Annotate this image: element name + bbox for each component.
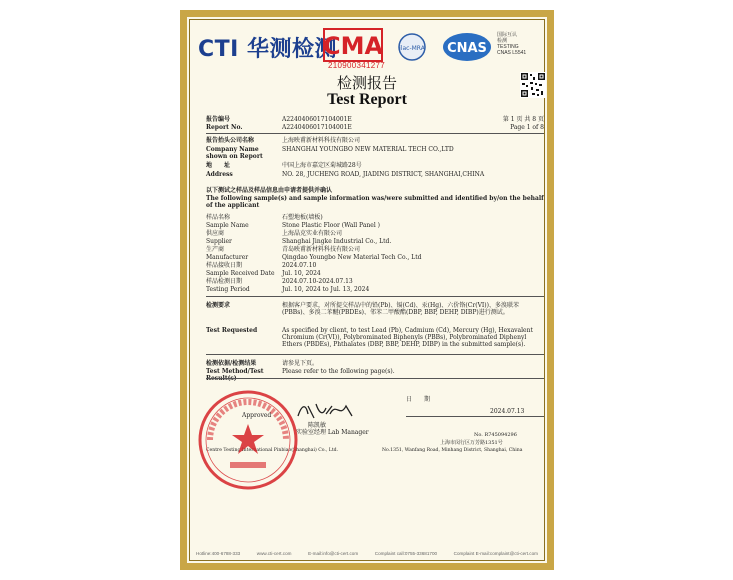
date-label: 日 期 <box>406 396 431 403</box>
sample-name-label-en: Sample Name <box>206 222 249 229</box>
cnas-logo <box>441 30 493 64</box>
footer-email[interactable]: E-mail:info@cti-cert.com <box>308 551 359 556</box>
date-underline <box>406 416 544 417</box>
footer <box>196 551 538 556</box>
received-date-en: Jul. 10, 2024 <box>282 270 321 277</box>
company-name-cn: 上海映甫新材料科技有限公司 <box>282 137 361 144</box>
address-label-cn: 地 址 <box>206 162 231 169</box>
approved-label: Approved <box>242 412 272 419</box>
address-label-en: Address <box>206 171 233 178</box>
manufacturer-en: Qingdao Youngbo New Material Tech Co., Ltd <box>282 254 422 261</box>
sample-name-en: Stone Plastic Floor (Wall Panel ) <box>282 222 380 229</box>
report-serial: No. R745094296 <box>474 432 517 438</box>
certificate-page <box>189 19 545 561</box>
cma-mark: CMA <box>323 32 383 60</box>
sample-name-label-cn: 样品名称 <box>206 214 231 221</box>
divider <box>206 378 544 379</box>
manufacturer-cn: 青岛映甫新材料科技有限公司 <box>282 246 361 253</box>
signer-name: 陈凯敏 <box>308 422 327 429</box>
signer-role: 实验室经理 Lab Manager <box>296 429 369 436</box>
lab-company-en: Centre Testing International Pinbiao(Shanghai) Co., Ltd. <box>206 448 339 453</box>
supplier-label-cn: 供应商 <box>206 230 225 237</box>
footer-complaint-email[interactable]: Complaint E-mail:complaint@cti-cert.com <box>453 551 538 556</box>
report-number: A2240406017104001E <box>282 116 352 123</box>
report-date: 2024.07.13 <box>490 408 525 415</box>
company-label-cn: 报告抬头公司名称 <box>206 137 255 144</box>
test-result-en: Please refer to the following page(s). <box>282 368 395 375</box>
lab-address-en: No.1351, Wanfang Road, Minhang District, Shanghai, China <box>382 448 523 453</box>
manufacturer-label-cn: 生产商 <box>206 246 225 253</box>
cti-logo: CTI 华测检测 <box>198 37 337 62</box>
company-name-en: SHANGHAI YOUNGBO NEW MATERIAL TECH CO.,LTD <box>282 146 454 153</box>
report-number-label-cn: 报告编号 <box>206 116 231 123</box>
page-number-en: Page 1 of 8 <box>510 124 544 131</box>
certificate-frame <box>180 10 554 570</box>
test-result-label-cn: 检测依据/检测结果 <box>206 360 257 367</box>
received-date-label-en: Sample Received Date <box>206 270 275 277</box>
lab-address-cn: 上海市闵行区万芳路1351号 <box>440 440 503 446</box>
title-english: Test Report <box>327 91 407 108</box>
cma-number: 210900341277 <box>328 61 385 70</box>
testing-period-cn: 2024.07.10-2024.07.13 <box>282 278 353 285</box>
page-number-cn: 第 1 页 共 8 页 <box>502 116 544 123</box>
test-requested-cn: 根据客户要求，对所提交样品中的铅(Pb)、镉(Cd)、汞(Hg)、六价铬(Cr(VI))、多溴联苯(PBBs)、多溴二苯醚(PBDEs)、邻苯二甲酸酯(DBP, BBP, DEHP, DIBP)进行测试。 <box>282 302 519 316</box>
manufacturer-label-en: Manufacturer <box>206 254 249 261</box>
testing-period-en: Jul. 10, 2024 to Jul. 13, 2024 <box>282 286 370 293</box>
title-chinese: 检测报告 <box>336 74 397 92</box>
sample-heading-en: The following sample(s) and sample information was/were submitted and identified by/on the behalf of the applicant <box>206 195 544 209</box>
sample-heading-cn: 以下测试之样品及样品信息由申请者提供并确认 <box>206 187 333 194</box>
supplier-cn: 上海晶克实业有限公司 <box>282 230 343 237</box>
received-date-cn: 2024.07.10 <box>282 262 317 269</box>
test-requested-en: As specified by client, to test Lead (Pb), Cadmium (Cd), Mercury (Hg), Hexavalent Chromium (Cr(VI)), Polybrominated Biphenyls (PBBs), Polybrominated Diphenyl Ethers (PBDEs), Phthalates (DBP, BBP, DEHP, DIBP) in the submitted sample(s). <box>282 327 533 348</box>
testing-period-label-en: Testing Period <box>206 286 250 293</box>
cnas-mark: CNAS <box>447 41 487 56</box>
company-label-en: Company Name shown on Report <box>206 146 263 160</box>
cnas-accreditation-text: 国际互认 检测 TESTING CNAS L5541 <box>497 32 527 56</box>
supplier-en: Shanghai Jingke Industrial Co., Ltd. <box>282 238 392 245</box>
address-en: NO. 28, JUCHENG ROAD, JIADING DISTRICT, SHANGHAI,CHINA <box>282 171 485 178</box>
sample-name-cn: 石塑地板(墙板) <box>282 214 323 221</box>
cma-logo <box>323 28 383 62</box>
divider <box>206 354 544 355</box>
divider <box>206 133 544 134</box>
report-number-en: A2240406017104001E <box>282 124 352 131</box>
test-result-cn: 请参见下页。 <box>282 360 319 367</box>
testing-period-label-cn: 样品检测日期 <box>206 278 243 285</box>
divider <box>206 296 544 297</box>
footer-hotline: Hotline:400-6788-333 <box>196 551 241 556</box>
footer-complaint-call: Complaint call:0755-33681700 <box>374 551 438 556</box>
supplier-label-en: Supplier <box>206 238 232 245</box>
ilac-mra-logo <box>393 32 431 62</box>
test-requested-label-cn: 检测要求 <box>206 302 231 309</box>
ilac-mark: ilac-MRA <box>399 45 425 52</box>
received-date-label-cn: 样品接收日期 <box>206 262 243 269</box>
address-cn: 中国上海市嘉定区菊城路28号 <box>282 162 362 169</box>
test-result-label-en: Test Method/Test Result(s) <box>206 368 264 382</box>
report-number-label-en: Report No. <box>206 124 243 131</box>
footer-website[interactable]: www.cti-cert.com <box>256 551 292 556</box>
test-requested-label-en: Test Requested <box>206 327 258 334</box>
official-seal <box>196 388 300 492</box>
